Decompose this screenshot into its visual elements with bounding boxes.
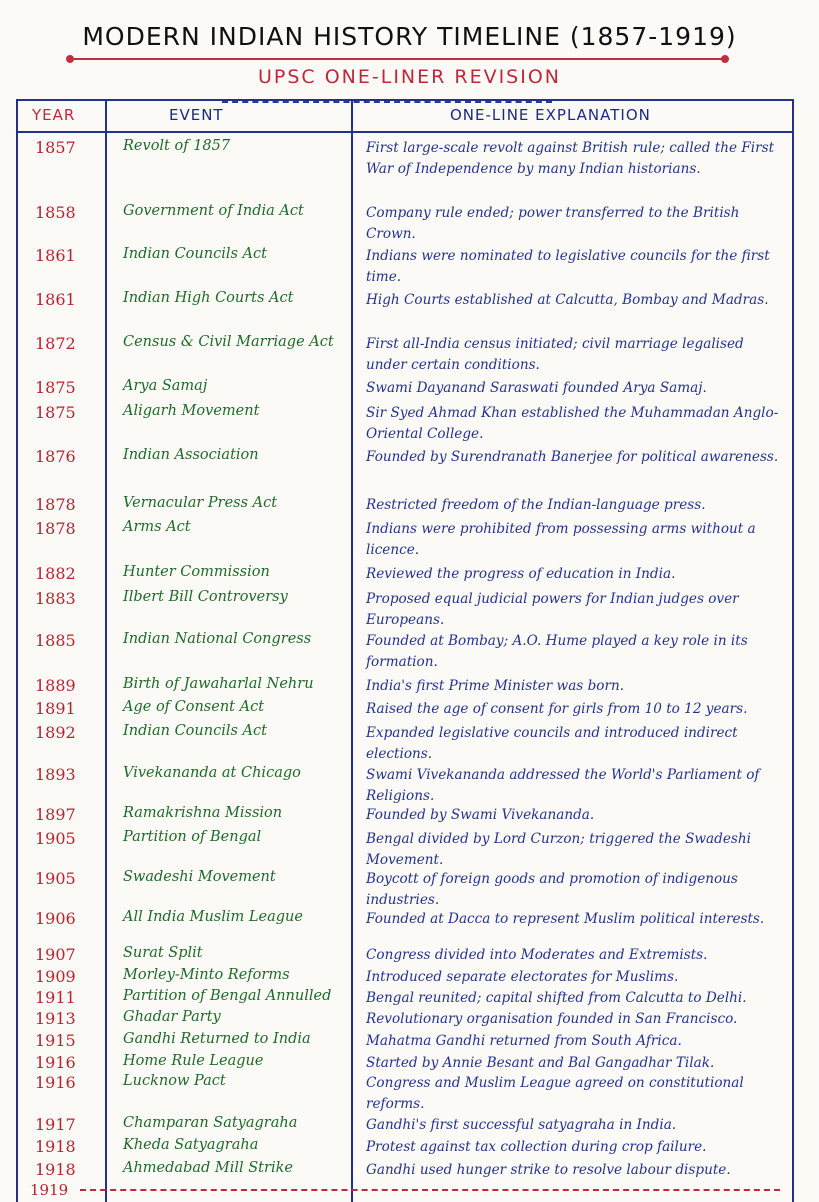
row-year: 1861 xyxy=(35,246,76,265)
row-event: Census & Civil Marriage Act xyxy=(123,334,334,350)
row-year: 1857 xyxy=(35,138,76,157)
row-year: 1878 xyxy=(35,519,76,538)
row-explanation: Boycott of foreign goods and promotion of indigenous industries. xyxy=(366,871,738,908)
table-header xyxy=(18,101,792,133)
row-event: Revolt of 1857 xyxy=(123,138,231,154)
row-explanation: Swami Vivekananda addressed the World's Parliament of Religions. xyxy=(366,767,760,804)
row-event: Swadeshi Movement xyxy=(123,869,276,885)
year-column-header: YEAR xyxy=(32,106,76,124)
row-event: Aligarh Movement xyxy=(123,403,260,419)
row-event: Ilbert Bill Controversy xyxy=(123,589,288,605)
row-year: 1906 xyxy=(35,909,76,928)
row-explanation: Congress and Muslim League agreed on constitutional reforms. xyxy=(366,1075,744,1112)
row-explanation: Mahatma Gandhi returned from South Africa. xyxy=(366,1033,682,1049)
page-subtitle: UPSC ONE-LINER REVISION xyxy=(257,66,562,88)
row-event: Partition of Bengal Annulled xyxy=(123,988,332,1004)
row-year: 1861 xyxy=(35,290,76,309)
continuation-line xyxy=(80,1189,780,1191)
row-event: Kheda Satyagraha xyxy=(123,1137,259,1153)
row-event: Ahmedabad Mill Strike xyxy=(123,1160,293,1176)
row-year: 1913 xyxy=(35,1009,76,1028)
row-event: All India Muslim League xyxy=(123,909,303,925)
row-year: 1891 xyxy=(35,699,76,718)
row-year: 1918 xyxy=(35,1137,76,1156)
row-event: Home Rule League xyxy=(123,1053,264,1069)
row-year: 1917 xyxy=(35,1115,76,1134)
row-explanation: Swami Dayanand Saraswati founded Arya Samaj. xyxy=(366,380,707,396)
row-explanation: Founded at Bombay; A.O. Hume played a key role in its formation. xyxy=(366,633,748,670)
row-year: 1916 xyxy=(35,1073,76,1092)
row-event: Morley-Minto Reforms xyxy=(123,967,290,983)
row-year: 1883 xyxy=(35,589,76,608)
row-event: Partition of Bengal xyxy=(123,829,262,845)
row-explanation: Founded by Swami Vivekananda. xyxy=(366,807,595,823)
row-event: Birth of Jawaharlal Nehru xyxy=(123,676,314,692)
row-explanation: Started by Annie Besant and Bal Gangadhar Tilak. xyxy=(366,1055,715,1071)
row-year: 1915 xyxy=(35,1031,76,1050)
row-event: Indian Councils Act xyxy=(123,246,267,262)
row-event: Indian Councils Act xyxy=(123,723,267,739)
row-event: Ramakrishna Mission xyxy=(123,805,283,821)
row-explanation: Indians were prohibited from possessing arms without a licence. xyxy=(366,521,756,558)
row-explanation: Reviewed the progress of education in India. xyxy=(366,566,676,582)
row-year: 1858 xyxy=(35,203,76,222)
row-explanation: Introduced separate electorates for Muslims. xyxy=(366,969,679,985)
row-explanation: Gandhi's first successful satyagraha in India. xyxy=(366,1117,677,1133)
row-explanation: Founded at Dacca to represent Muslim political interests. xyxy=(366,911,765,927)
row-explanation: Sir Syed Ahmad Khan established the Muhammadan Anglo-Oriental College. xyxy=(366,405,779,442)
row-event: Arya Samaj xyxy=(123,378,208,394)
row-event: Ghadar Party xyxy=(123,1009,221,1025)
row-event: Age of Consent Act xyxy=(123,699,265,715)
explanation-column-header: ONE-LINE EXPLANATION xyxy=(450,106,651,124)
row-year: 1905 xyxy=(35,869,76,888)
row-event: Indian National Congress xyxy=(123,631,312,647)
row-explanation: High Courts established at Calcutta, Bombay and Madras. xyxy=(366,292,769,308)
row-year: 1897 xyxy=(35,805,76,824)
row-explanation: Proposed equal judicial powers for Indian judges over Europeans. xyxy=(366,591,739,628)
column-divider xyxy=(105,101,107,1202)
row-event: Government of India Act xyxy=(123,203,304,219)
row-year: 1893 xyxy=(35,765,76,784)
row-explanation: First all-India census initiated; civil marriage legalised under certain conditions. xyxy=(366,336,744,373)
row-explanation: Expanded legislative councils and introduced indirect elections. xyxy=(366,725,738,762)
row-explanation: Restricted freedom of the Indian-language press. xyxy=(366,497,706,513)
row-year: 1889 xyxy=(35,676,76,695)
row-event: Indian Association xyxy=(123,447,259,463)
row-event: Vivekananda at Chicago xyxy=(123,765,301,781)
row-year: 1918 xyxy=(35,1160,76,1179)
row-year: 1907 xyxy=(35,945,76,964)
row-explanation: Raised the age of consent for girls from 10 to 12 years. xyxy=(366,701,748,717)
row-year: 1882 xyxy=(35,564,76,583)
row-explanation: Protest against tax collection during crop failure. xyxy=(366,1139,707,1155)
row-event: Surat Split xyxy=(123,945,203,961)
row-event: Champaran Satyagraha xyxy=(123,1115,298,1131)
row-event: Hunter Commission xyxy=(123,564,270,580)
page-title: MODERN INDIAN HISTORY TIMELINE (1857-1919) xyxy=(82,22,737,51)
row-year: 1885 xyxy=(35,631,76,650)
row-explanation: Bengal divided by Lord Curzon; triggered the Swadeshi Movement. xyxy=(366,831,751,868)
row-year: 1872 xyxy=(35,334,76,353)
row-year: 1875 xyxy=(35,403,76,422)
event-column-header: EVENT xyxy=(169,106,224,124)
row-explanation: Company rule ended; power transferred to the British Crown. xyxy=(366,205,740,242)
row-year: 1909 xyxy=(35,967,76,986)
row-explanation: Bengal reunited; capital shifted from Calcutta to Delhi. xyxy=(366,990,747,1006)
row-explanation: Revolutionary organisation founded in San Francisco. xyxy=(366,1011,738,1027)
final-year: 1919 xyxy=(30,1181,69,1199)
row-year: 1911 xyxy=(35,988,76,1007)
row-event: Indian High Courts Act xyxy=(123,290,294,306)
row-year: 1916 xyxy=(35,1053,76,1072)
row-explanation: India's first Prime Minister was born. xyxy=(366,678,625,694)
row-explanation: Gandhi used hunger strike to resolve labour dispute. xyxy=(366,1162,731,1178)
row-event: Gandhi Returned to India xyxy=(123,1031,311,1047)
row-explanation: Congress divided into Moderates and Extremists. xyxy=(366,947,708,963)
title-underline xyxy=(70,58,725,60)
row-explanation: Indians were nominated to legislative councils for the first time. xyxy=(366,248,770,285)
row-event: Arms Act xyxy=(123,519,191,535)
row-year: 1876 xyxy=(35,447,76,466)
timeline-table xyxy=(16,99,794,1202)
row-event: Vernacular Press Act xyxy=(123,495,278,511)
row-event: Lucknow Pact xyxy=(123,1073,226,1089)
row-explanation: First large-scale revolt against British rule; called the First War of Independence by many Indian historians. xyxy=(366,140,775,177)
row-explanation: Founded by Surendranath Banerjee for political awareness. xyxy=(366,449,779,465)
row-year: 1892 xyxy=(35,723,76,742)
row-year: 1905 xyxy=(35,829,76,848)
row-year: 1878 xyxy=(35,495,76,514)
row-year: 1875 xyxy=(35,378,76,397)
